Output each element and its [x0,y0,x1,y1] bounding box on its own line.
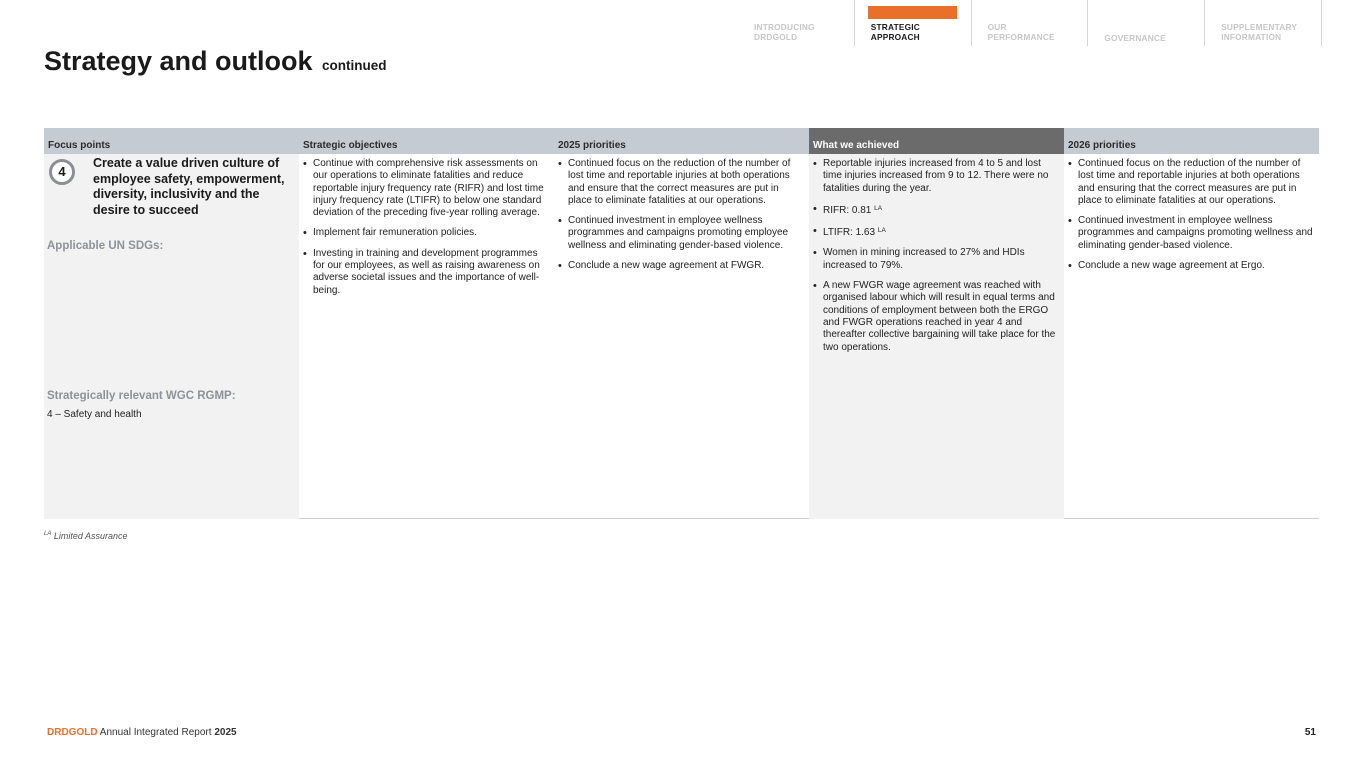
nav-tab-label: APPROACH [870,32,920,42]
list-item: • Conclude a new wage agreement at FWGR. [558,260,805,272]
footnote [44,531,128,541]
list-item: • Continued investment in employee wellness programmes and campaigns promoting wellness and eliminating gender-based violence. [1068,215,1315,252]
footer-year: 2025 [214,727,237,738]
achieved-list [813,158,1060,354]
sdg-label: Applicable UN SDGs: [47,240,164,252]
footer-report: Annual Integrated Report [99,727,212,738]
achieved-cell [809,154,1064,519]
limited-assurance-mark: LA [874,204,883,212]
priorities-2026-cell [1064,154,1319,519]
wgc-value: 4 – Safety and health [47,409,142,420]
nav-tab-label: STRATEGIC [870,22,920,32]
nav-tab-our-performance[interactable] [972,0,1089,46]
nav-tab-governance[interactable] [1088,0,1205,46]
list-item [813,203,1060,217]
nav-tab-label: INFORMATION [1221,32,1282,42]
strategy-table [44,128,1319,519]
focus-points-cell [44,154,299,519]
page-title-suffix: continued [322,58,387,73]
list-item: • Reportable injuries increased from 4 to 5 and lost time injuries increased from 9 to 12. There were no fatalities during the year. [813,158,1060,195]
list-item: • Continued focus on the reduction of the number of lost time and reportable injuries at both operations and ensuring that the correct measures are put in place to eliminate fatalities at our operations. [1068,158,1315,207]
list-item: • Continue with comprehensive risk assessments on our operations to eliminate fatalities and reduce reportable injury frequency rate (RIFR) and lost time injury frequency rate (LTIFR) to below one standard deviation of the preceding five-year rolling average. [303,158,550,219]
rifr-value: RIFR: 0.81 [823,204,872,216]
list-item [813,225,1060,239]
priorities-2025-list [558,158,805,272]
priorities-2025-cell [554,154,809,519]
footer [47,727,237,738]
page-title [44,46,387,77]
nav-tab-label: DRDGOLD [754,32,798,42]
wgc-label: Strategically relevant WGC RGMP: [47,390,236,402]
nav-tab-label: GOVERNANCE [1104,33,1166,43]
nav-tab-supplementary[interactable] [1205,0,1322,46]
list-item: • A new FWGR wage agreement was reached with organised labour which will result in equal terms and conditions of employment between both the ERGO and FWGR operations reached in year 4 and thereafter collective bargaining will take place for the two operations. [813,280,1060,354]
list-item: • Continued investment in employee wellness programmes and campaigns promoting employee wellness and eliminating gender-based violence. [558,215,805,252]
header-what-we-achieved: What we achieved [809,128,1064,154]
list-item: • Implement fair remuneration policies. [303,227,550,239]
header-2026-priorities: 2026 priorities [1068,140,1136,151]
page-title-text: Strategy and outlook [44,46,313,76]
ltifr-value: LTIFR: 1.63 [823,227,876,239]
list-item: • Women in mining increased to 27% and HDIs increased to 79%. [813,247,1060,272]
nav-tab-label: OUR [987,22,1007,32]
list-item: • Conclude a new wage agreement at Ergo. [1068,260,1315,272]
nav-tab-label: SUPPLEMENTARY [1221,22,1298,32]
priorities-2026-list [1068,158,1315,272]
footer-brand: DRDGOLD [47,727,98,738]
objectives-list [303,158,550,297]
page-number: 51 [1304,727,1316,738]
header-2025-priorities: 2025 priorities [558,140,626,151]
focus-number-badge: 4 [49,159,75,185]
nav-tab-strategic-approach[interactable] [855,0,972,46]
nav-tab-label: INTRODUCING [754,22,815,32]
table-body [44,154,1319,519]
footnote-mark: LA [44,531,52,537]
list-item: • Investing in training and development programmes for our employees, as well as raising awareness on adverse societal issues and the importance of well-being. [303,248,550,297]
header-focus-points: Focus points [48,140,111,151]
focus-title: Create a value driven culture of employee safety, empowerment, diversity, inclusivity and the desire to succeed [93,156,285,217]
limited-assurance-mark: LA [877,227,886,235]
table-header [44,128,1319,154]
list-item: • Continued focus on the reduction of the number of lost time and reportable injuries at both operations and ensure that the correct measures are put in place to eliminate fatalities at our operations. [558,158,805,207]
footnote-text: Limited Assurance [53,531,128,541]
nav-tab-label: PERFORMANCE [987,32,1055,42]
header-strategic-objectives: Strategic objectives [303,140,398,151]
section-nav [738,0,1322,46]
nav-tab-introducing[interactable] [738,0,855,46]
strategic-objectives-cell [299,154,554,519]
active-tab-indicator [868,6,957,19]
